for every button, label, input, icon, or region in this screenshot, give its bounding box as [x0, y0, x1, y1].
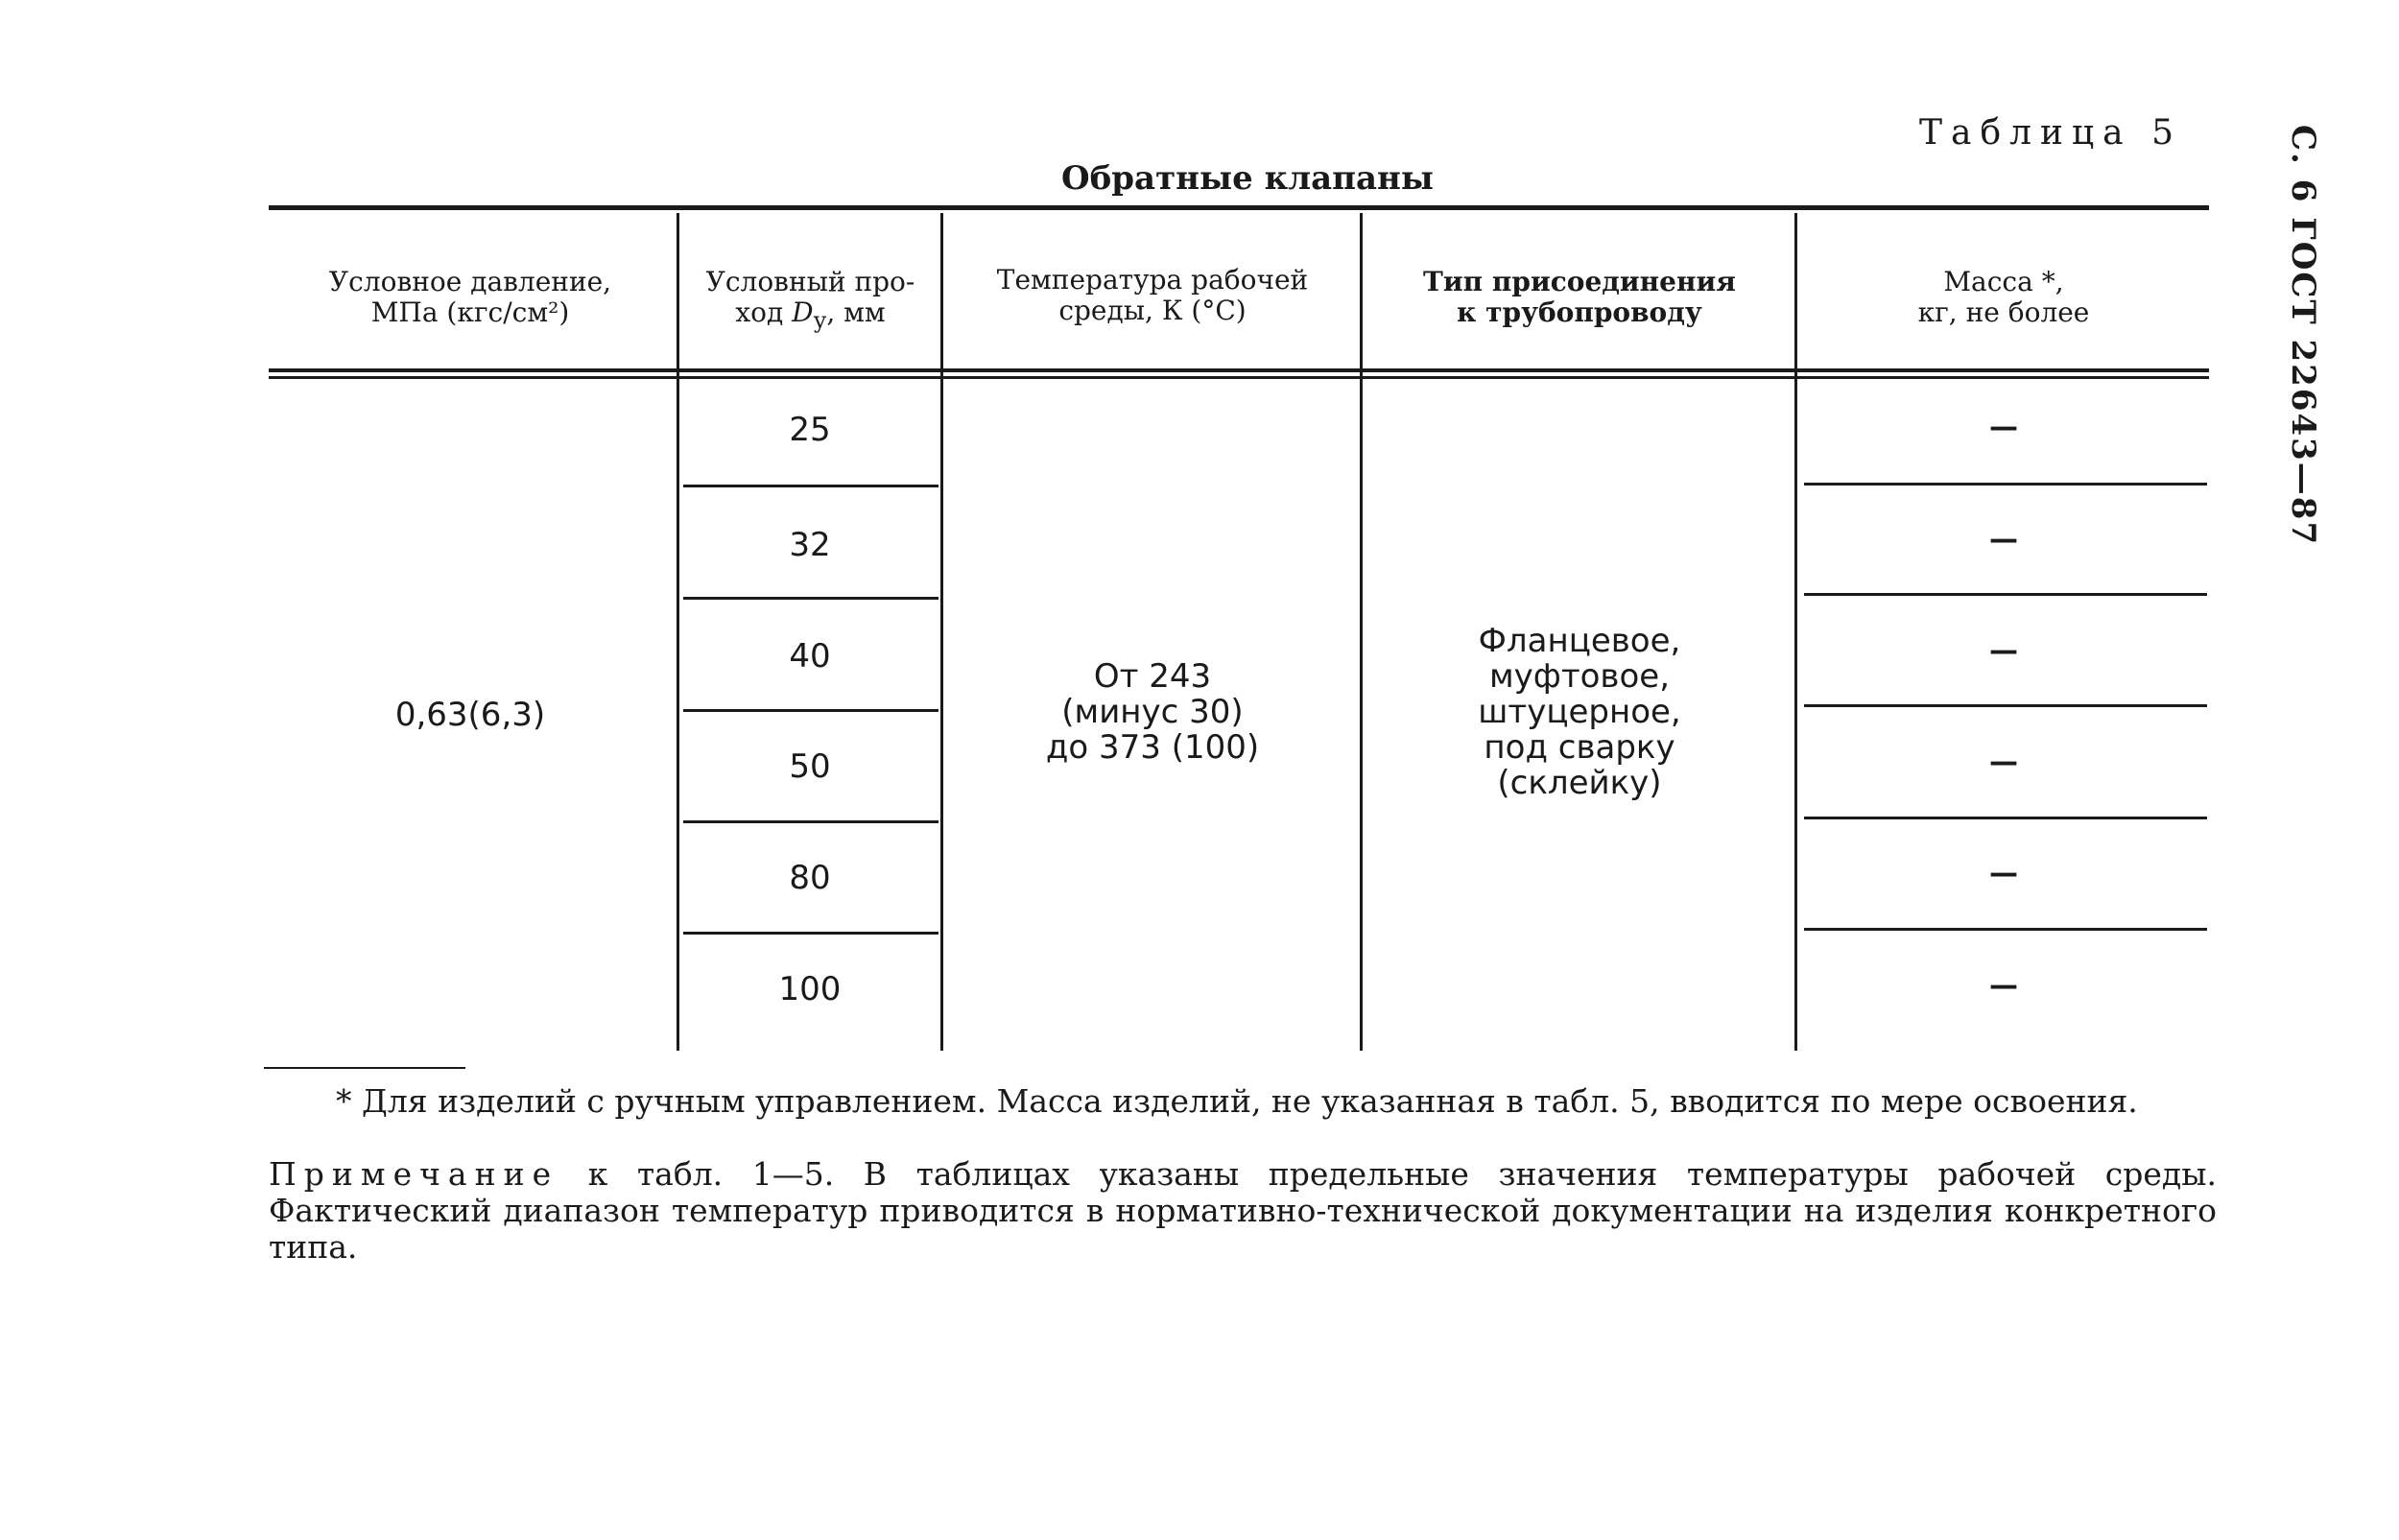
header-pressure-line2: МПа (кгс/см²) [370, 296, 570, 328]
footnote-rule [264, 1067, 465, 1069]
header-connection-line2: к трубопроводу [1457, 296, 1702, 328]
header-mass-line2: кг, не более [1917, 296, 2090, 328]
header-passage [683, 267, 938, 336]
connection-line: штуцерное, [1478, 693, 1681, 731]
header-temperature-line2: среды, К (°С) [1058, 295, 1247, 326]
connection-value [1367, 624, 1792, 801]
header-passage-symbol: D [792, 296, 814, 328]
temperature-line: От 243 [1093, 657, 1212, 696]
header-mass-line1: Масса *, [1943, 266, 2064, 297]
connection-line: под сварку [1484, 728, 1675, 767]
side-page-header [2267, 125, 2324, 547]
row-rule [683, 932, 938, 935]
mass-cell: — [1989, 634, 2018, 668]
table-title: Обратные клапаны [1060, 159, 1435, 198]
table-top-rule [269, 205, 2209, 210]
passage-cell: 25 [789, 411, 831, 449]
row-rule [683, 820, 938, 823]
row-rule [1804, 483, 2207, 486]
connection-line: (склейку) [1497, 764, 1662, 802]
row-rule [1804, 928, 2207, 931]
connection-line: муфтовое, [1488, 657, 1670, 696]
row-rule [1804, 593, 2207, 596]
header-temperature [948, 265, 1357, 326]
column-divider-4 [1794, 213, 1797, 1051]
temperature-line: до 373 (100) [1045, 728, 1260, 767]
row-rule [683, 709, 938, 712]
header-mass [1802, 267, 2205, 328]
row-rule [1804, 704, 2207, 707]
mass-cell: — [1989, 746, 2018, 779]
column-divider-1 [677, 213, 679, 1051]
column-divider-3 [1360, 213, 1363, 1051]
passage-cell: 50 [789, 747, 831, 786]
column-divider-2 [940, 213, 943, 1051]
note [269, 1156, 2217, 1266]
header-passage-suffix: , мм [826, 296, 886, 328]
header-bottom-rule [269, 368, 2209, 372]
header-passage-subscript: у [813, 306, 827, 334]
mass-cell: — [1989, 523, 2018, 557]
side-page-header-text: С. 6 ГОСТ 22643—87 [2284, 125, 2322, 547]
header-passage-line2 [683, 297, 938, 336]
header-pressure [278, 267, 662, 328]
header-pressure-line1: Условное давление, [328, 266, 612, 297]
header-connection-line1: Тип присоединения [1423, 266, 1736, 297]
row-rule [683, 597, 938, 600]
table-number-label: Таблица 5 [1919, 113, 2182, 153]
note-text: к табл. 1—5. В таблицах указаны предельные значения температуры рабочей среды. Фактический диапазон температур приводится в нормативно-технической документации на изделия конкретного типа. [269, 1155, 2217, 1266]
row-rule [683, 485, 938, 487]
passage-cell: 40 [789, 637, 831, 675]
mass-cell: — [1989, 411, 2018, 444]
header-passage-line1: Условный про- [705, 266, 915, 297]
pressure-value: 0,63(6,3) [394, 696, 546, 734]
mass-cell: — [1989, 857, 2018, 890]
note-label: Примечание [269, 1155, 559, 1193]
header-bottom-rule-2 [269, 376, 2209, 379]
connection-line: Фланцевое, [1478, 622, 1681, 660]
header-connection [1367, 267, 1792, 328]
temperature-value [948, 659, 1357, 766]
temperature-line: (минус 30) [1061, 693, 1244, 731]
header-temperature-line1: Температура рабочей [996, 264, 1309, 296]
mass-cell: — [1989, 969, 2018, 1003]
passage-cell: 80 [789, 859, 831, 897]
passage-cell: 100 [778, 970, 842, 1008]
passage-cell: 32 [789, 526, 831, 564]
row-rule [1804, 817, 2207, 819]
footnote: * Для изделий с ручным управлением. Масса изделий, не указанная в табл. 5, вводится по мере освоения. [336, 1082, 2138, 1120]
header-passage-prefix: ход [735, 296, 793, 328]
